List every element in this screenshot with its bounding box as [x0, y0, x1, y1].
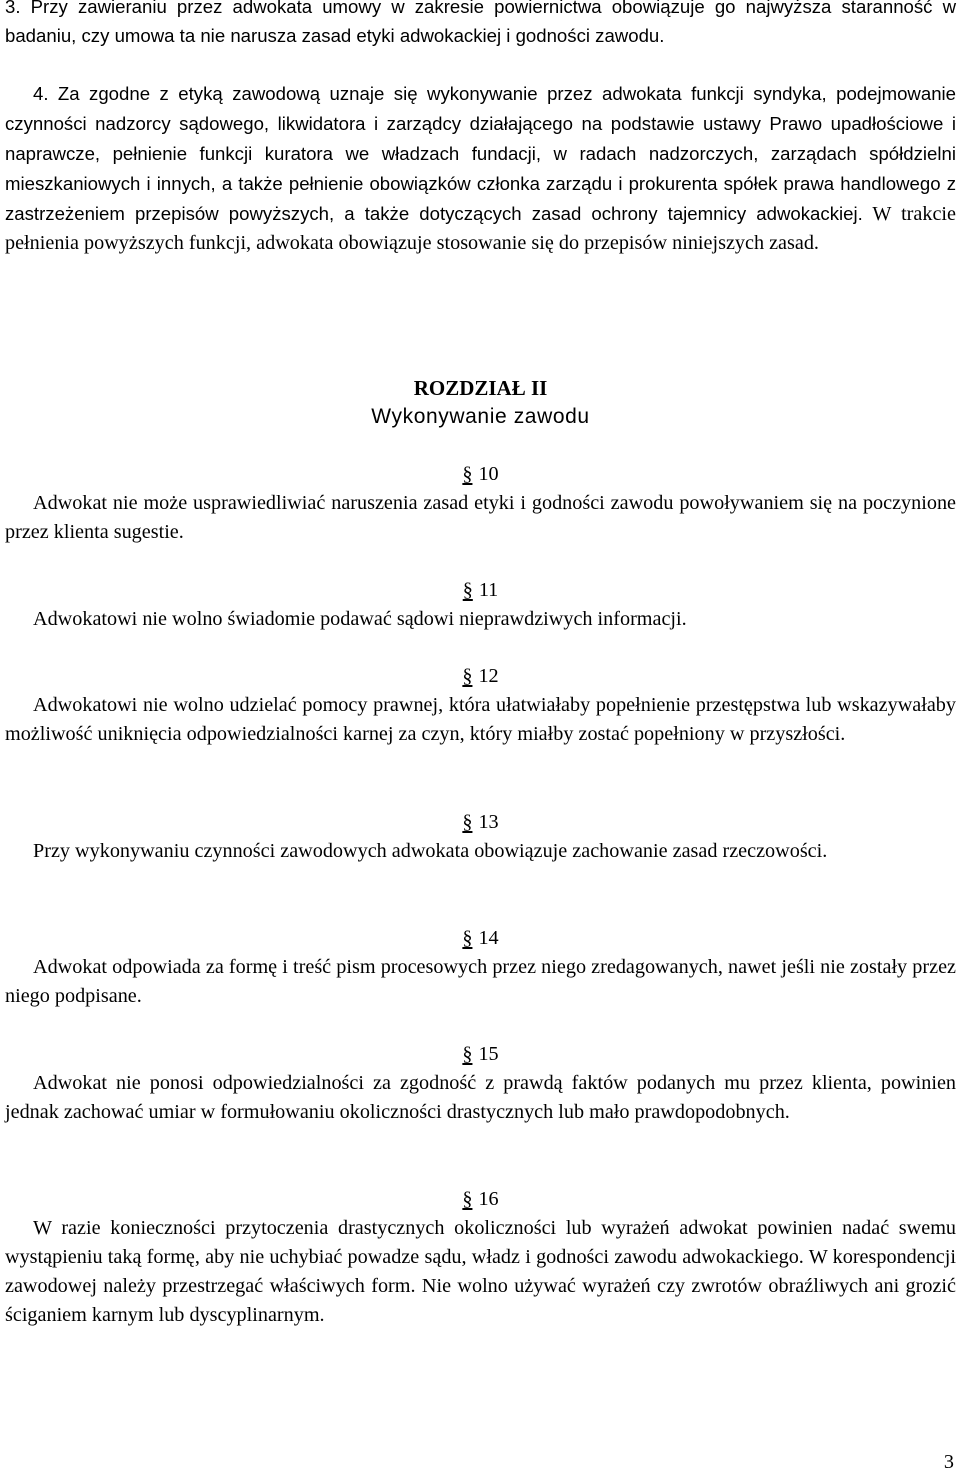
section-number: 13: [478, 811, 499, 833]
section-text: Adwokatowi nie wolno świadomie podawać sądowi nieprawdziwych informacji.: [33, 608, 687, 630]
section-number: 15: [478, 1043, 499, 1065]
intro-item-3: [5, 0, 956, 50]
section-text: Adwokat nie ponosi odpowiedzialności za zgodność z prawdą faktów podanych mu przez klienta, powinien jednak zachować umiar w formułowaniu okoliczności drastycznych lub mało prawdopodobnych.: [5, 1072, 956, 1123]
paragraph-symbol: §: [462, 1188, 473, 1210]
section-number: 12: [478, 665, 499, 687]
section-text: Adwokat nie może usprawiedliwiać naruszenia zasad etyki i godności zawodu powoływaniem się na poczynione przez klienta sugestie.: [5, 492, 956, 543]
intro-item-4: [5, 79, 956, 258]
paragraph-symbol: §: [462, 463, 473, 485]
chapter-subtitle: Wykonywanie zawodu: [371, 405, 590, 428]
section-11: [5, 576, 956, 634]
chapter-title: ROZDZIAŁ II: [413, 376, 548, 400]
section-number: 10: [478, 463, 499, 485]
section-heading: [5, 460, 956, 489]
section-13: [5, 808, 956, 866]
section-number: 11: [478, 579, 499, 601]
section-heading: [5, 662, 956, 691]
paragraph-symbol: §: [462, 665, 473, 687]
section-heading: [5, 808, 956, 837]
section-15: [5, 1040, 956, 1127]
intro-item-text: Za zgodne z etyką zawodową uznaje się wykonywanie przez adwokata funkcji syndyka, podejmowanie czynności nadzorcy sądowego, likwidatora i zarządcy działającego na podstawie ustawy Prawo upadłościowe i naprawcze, pełnienie funkcji kuratora we władzach fundacji, w radach nadzorczych, zarządach spółdzielni mieszkaniowych i innych, a także pełnienie obowiązków członka zarządu i prokurenta spółek prawa handlowego z zastrzeżeniem przepisów powyższych, a także dotyczących zasad ochrony tajemnicy adwokackiej.: [5, 83, 957, 224]
section-10: [5, 460, 956, 547]
page-number: 3: [943, 1451, 954, 1473]
section-text: W razie konieczności przytoczenia drastycznych okoliczności lub wyrażeń adwokat powinien nadać swemu wystąpieniu taką formę, aby nie uchybiać powadze sądu, władz i godności zawodu adwokackiego. W korespondencji zawodowej należy przestrzegać właściwych form. Nie wolno używać wyrażeń czy zwrotów obraźliwych ani grozić ściganiem karnym lub dyscyplinarnym.: [5, 1217, 956, 1326]
section-12: [5, 662, 956, 749]
paragraph-symbol: §: [462, 811, 473, 833]
section-heading: [5, 1040, 956, 1069]
section-text: Adwokatowi nie wolno udzielać pomocy prawnej, która ułatwiałaby popełnienie przestępstwa lub wskazywałaby możliwość uniknięcia odpowiedzialności karnej za czyn, który miałby zostać popełniony w przyszłości.: [5, 694, 956, 745]
section-number: 14: [478, 927, 499, 949]
section-text: Przy wykonywaniu czynności zawodowych adwokata obowiązuje zachowanie zasad rzeczowości.: [33, 840, 828, 862]
paragraph-symbol: §: [462, 579, 473, 601]
intro-item-number: 4.: [33, 83, 49, 104]
intro-item-number: 3.: [5, 0, 21, 17]
section-14: [5, 924, 956, 1011]
paragraph-symbol: §: [462, 927, 473, 949]
section-heading: [5, 576, 956, 605]
intro-item-text: Przy zawieraniu przez adwokata umowy w zakresie powiernictwa obowiązuje go najwyższa staranność w badaniu, czy umowa ta nie narusza zasad etyki adwokackiej i godności zawodu.: [5, 0, 957, 46]
section-text: Adwokat odpowiada za formę i treść pism procesowych przez niego zredagowanych, nawet jeśli nie zostały przez niego podpisane.: [5, 956, 956, 1007]
intro-item-text-continued: W trakcie pełnienia powyższych funkcji, adwokata obowiązuje stosowanie się do przepisów niniejszych zasad.: [5, 203, 956, 254]
section-heading: [5, 924, 956, 953]
paragraph-symbol: §: [462, 1043, 473, 1065]
section-heading: [5, 1185, 956, 1214]
section-number: 16: [478, 1188, 499, 1210]
section-16: [5, 1185, 956, 1330]
